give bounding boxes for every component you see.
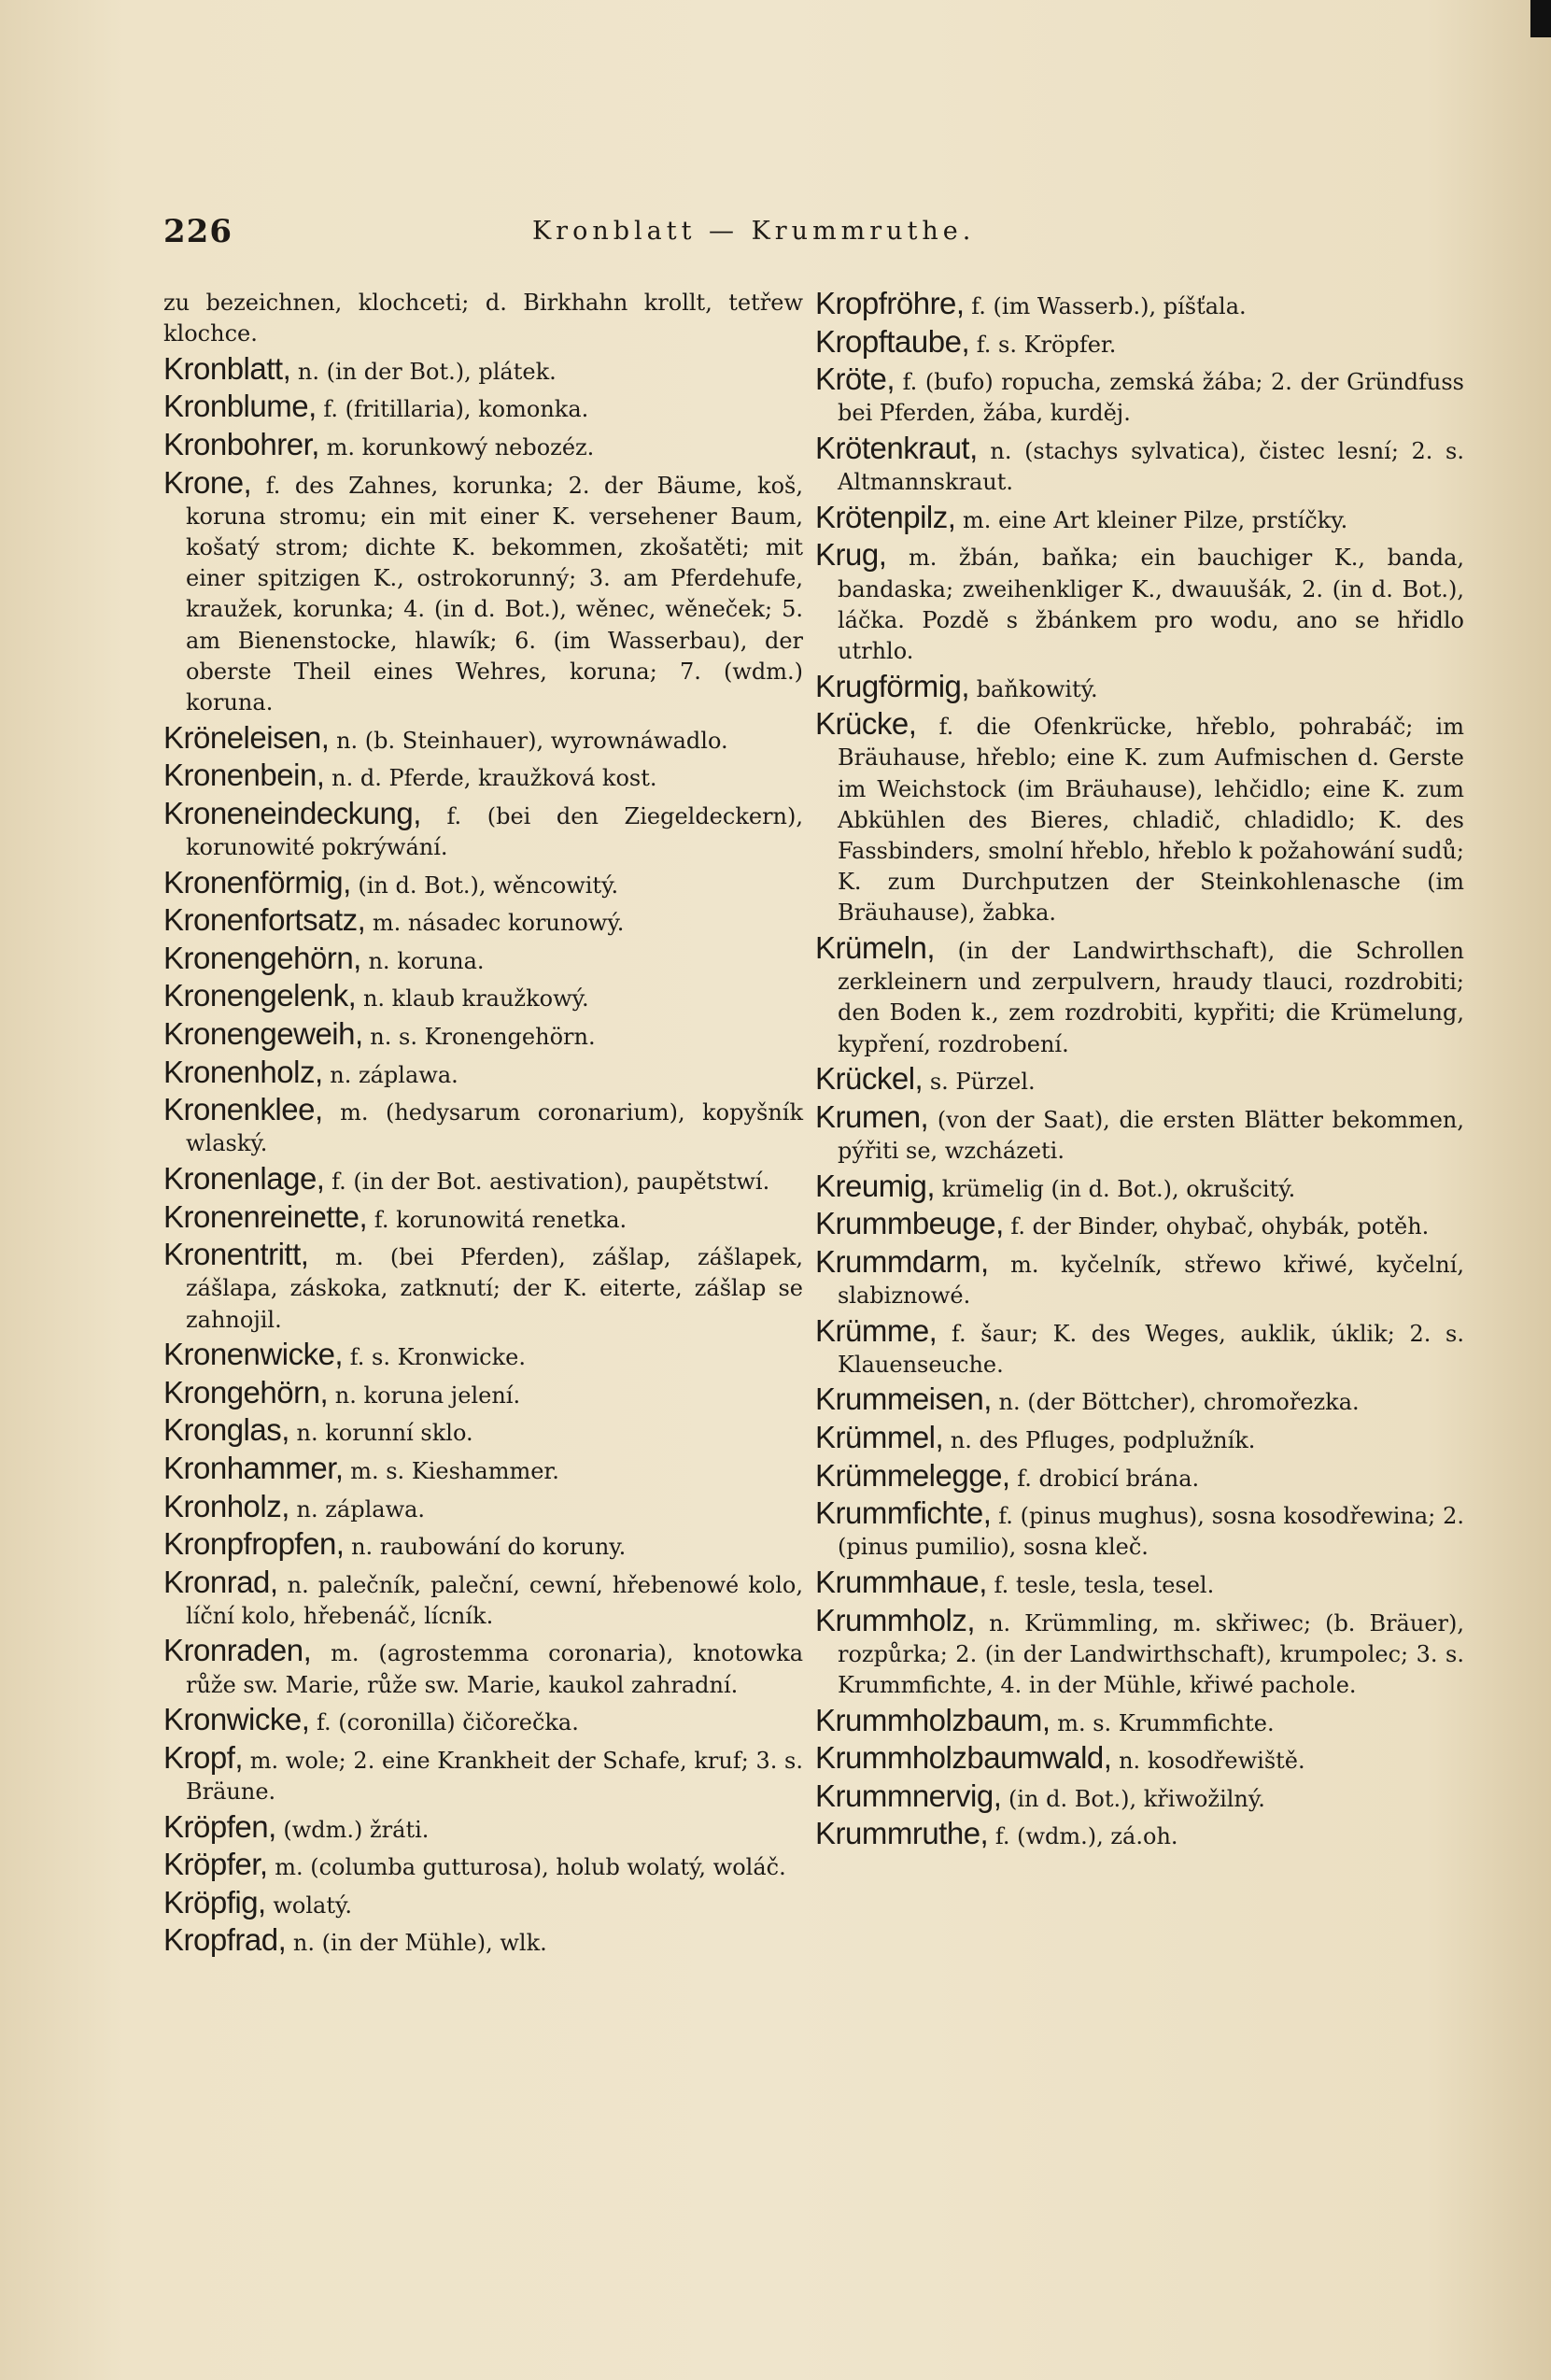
entry-definition: f. šaur; K. des Weges, auklik, úklik; 2. s. Klauenseuche. xyxy=(838,1320,1464,1378)
dictionary-entry xyxy=(163,1452,803,1487)
entry-headword: Krümmelegge, xyxy=(815,1457,1010,1493)
dictionary-entry xyxy=(163,1015,803,1053)
entry-headword: Kronenwicke, xyxy=(163,1337,344,1372)
entry-definition: f. (wdm.), zá.oh. xyxy=(988,1823,1178,1850)
entry-definition: m. s. Kieshammer. xyxy=(343,1457,559,1484)
entry-definition: n. des Pfluges, podplužník. xyxy=(943,1426,1256,1453)
entry-definition: m. (bei Pferden), zášlap, zášlapek, zášlapa, záskoka, zatknutí; der K. eiterte, zášlap se zahnojil. xyxy=(186,1244,803,1333)
entry-headword: Kronengehörn, xyxy=(163,940,361,975)
entry-headword: Kronglas, xyxy=(163,1412,289,1448)
entry-definition: m. (columba gutturosa), holub wolatý, woláč. xyxy=(267,1854,786,1881)
entry-definition: f. s. Kröpfer. xyxy=(969,331,1117,358)
entry-headword: Krücke, xyxy=(815,706,917,742)
dictionary-entry xyxy=(163,1414,803,1449)
entry-definition: f. des Zahnes, korunka; 2. der Bäume, koš, koruna stromu; ein mit einer K. versehener Baum, košatý strom; dichte K. bekommen, zkošatěti; mit einer spitzigen K., ostrokorunný; 3. am Pferdehufe, kraužek, korunka; 4. (in d. Bot.), wěnec, wěneček; 5. am Bienenstocke, hlawík; 6. (im Wasserbau), der oberste Theil eines Wehres, koruna; 7. (wdm.) koruna. xyxy=(186,472,803,715)
entry-headword: Krummeisen, xyxy=(815,1381,992,1417)
entry-definition: n. koruna jelení. xyxy=(328,1381,521,1409)
entry-definition: n. (in der Bot.), plátek. xyxy=(290,358,557,385)
dictionary-entry xyxy=(815,708,1464,928)
dictionary-entry xyxy=(815,1170,1464,1205)
entry-headword: Krümmel, xyxy=(815,1419,944,1454)
dictionary-entry xyxy=(163,795,803,863)
entry-headword: Kronbohrer, xyxy=(163,426,319,461)
entry-headword: Kröpfer, xyxy=(163,1847,268,1882)
entry-headword: Kröte, xyxy=(815,361,895,397)
entry-definition: (in d. Bot.), wěncowitý. xyxy=(350,871,619,899)
entry-headword: Kronhammer, xyxy=(163,1450,344,1485)
scan-edge-mark xyxy=(1530,0,1551,37)
dictionary-entry xyxy=(815,363,1464,429)
entry-definition: n. palečník, paleční, cewní, hřebenowé kolo, líční kolo, hřebenáč, lícník. xyxy=(186,1571,803,1629)
entry-definition: (in d. Bot.), křiwožilný. xyxy=(1001,1785,1265,1812)
entry-definition: m. násadec korunowý. xyxy=(365,910,625,937)
entry-definition: n. korunní sklo. xyxy=(289,1420,473,1447)
entry-headword: Kronengelenk, xyxy=(163,978,357,1013)
dictionary-entry xyxy=(163,1635,803,1700)
entry-definition: f. (im Wasserb.), píšťala. xyxy=(964,293,1247,319)
entry-headword: Kröpfig, xyxy=(163,1884,266,1920)
entry-headword: Kronenklee, xyxy=(163,1092,323,1127)
dictionary-entry xyxy=(815,1702,1464,1739)
dictionary-entry xyxy=(163,759,803,794)
right-column xyxy=(815,288,1464,1856)
dictionary-entry xyxy=(163,464,803,719)
dictionary-entry xyxy=(163,288,803,349)
entry-definition: f. korunowitá renetka. xyxy=(367,1206,627,1233)
entry-definition: m. (agrostemma coronaria), knotowka růže sw. Marie, růže sw. Marie, kaukol zahradní. xyxy=(186,1640,803,1698)
dictionary-entry xyxy=(815,1098,1464,1167)
entry-definition: (in der Landwirthschaft), die Schrollen zerkleinern und zerpulvern, hraudy tlauci, rozdrobiti; den Boden k., zem rozdrobiti, kypřiti; die Krümelung, kypření, rozdrobení. xyxy=(838,937,1464,1057)
dictionary-entry xyxy=(163,1884,803,1921)
dictionary-entry xyxy=(815,1419,1464,1456)
entry-definition: f. (bufo) ropucha, zemská žába; 2. der Gründfuss bei Pferden, žába, kurděj. xyxy=(838,369,1464,427)
entry-headword: Kronenbein, xyxy=(163,758,325,793)
dictionary-entry xyxy=(163,350,803,388)
entry-definition: n. (der Böttcher), chromořezka. xyxy=(991,1389,1360,1416)
entry-headword: Kronblatt, xyxy=(163,350,291,386)
dictionary-entry xyxy=(815,1818,1464,1852)
dictionary-entry xyxy=(815,323,1464,361)
entry-definition: n. s. Kronengehörn. xyxy=(362,1023,596,1050)
dictionary-entry xyxy=(163,904,803,939)
entry-headword: Kroneneindeckung, xyxy=(163,795,421,830)
dictionary-entry xyxy=(163,864,803,901)
dictionary-entry xyxy=(163,1704,803,1738)
entry-definition: m. (hedysarum coronarium), kopyšník wlaský. xyxy=(186,1099,803,1157)
entry-headword: Kronwicke, xyxy=(163,1702,310,1737)
entry-definition: f. (fritillaria), komonka. xyxy=(316,396,589,423)
dictionary-entry xyxy=(163,1849,803,1883)
entry-definition: krümelig (in d. Bot.), okrušcitý. xyxy=(935,1175,1296,1202)
entry-headword: Kreumig, xyxy=(815,1168,936,1203)
entry-definition: m. eine Art kleiner Pilze, prstíčky. xyxy=(955,506,1348,533)
dictionary-entry xyxy=(163,390,803,425)
entry-headword: Krummhaue, xyxy=(815,1564,987,1599)
dictionary-entry xyxy=(815,1457,1464,1495)
entry-headword: Kronenreinette, xyxy=(163,1198,368,1234)
entry-definition: baňkowitý. xyxy=(969,675,1098,702)
entry-definition: zu bezeichnen, klochceti; d. Birkhahn krollt, tetřew klochce. xyxy=(163,290,803,347)
entry-definition: n. d. Pferde, kraužková kost. xyxy=(324,765,657,792)
entry-definition: m. wole; 2. eine Krankheit der Schafe, kruf; 3. s. Bräune. xyxy=(186,1747,803,1806)
dictionary-entry xyxy=(163,1374,803,1411)
entry-headword: Kronenförmig, xyxy=(163,864,351,900)
entry-headword: Krötenpilz, xyxy=(815,499,956,534)
entry-headword: Kröpfen, xyxy=(163,1808,276,1844)
entry-definition: n. koruna. xyxy=(360,947,485,974)
entry-headword: Kronentritt, xyxy=(163,1237,309,1272)
entry-definition: n. Krümmling, m. skřiwec; (b. Bräuer), rozpůrka; 2. (in der Landwirthschaft), krumpolec; 3. s. Krummfichte, 4. in der Mühle, křiwé pachole. xyxy=(838,1609,1464,1698)
dictionary-entry xyxy=(163,719,803,757)
entry-definition: n. kosodřewiště. xyxy=(1111,1748,1305,1775)
dictionary-entry xyxy=(815,1312,1464,1381)
entry-headword: Krummruthe, xyxy=(815,1816,989,1851)
dictionary-entry xyxy=(163,1160,803,1197)
page-number: 226 xyxy=(163,213,233,250)
entry-definition: n. (in der Mühle), wlk. xyxy=(286,1930,547,1957)
dictionary-entry xyxy=(815,1780,1464,1815)
dictionary-entry xyxy=(815,929,1464,1060)
entry-headword: Krötenkraut, xyxy=(815,430,978,465)
entry-headword: Krummnervig, xyxy=(815,1778,1002,1813)
entry-definition: m. s. Krummfichte. xyxy=(1050,1709,1275,1736)
entry-headword: Kronenlage, xyxy=(163,1160,325,1196)
entry-definition: m. žbán, baňka; ein bauchiger K., banda, bandaska; zweihenkliger K., dwauušák, 2. (in d. Bot.), láčka. Pozdě s žbánkem pro wodu, ano se hřidlo utrhlo. xyxy=(838,545,1464,664)
dictionary-entry xyxy=(815,288,1464,322)
entry-headword: Krummholz, xyxy=(815,1602,976,1637)
entry-headword: Krummfichte, xyxy=(815,1495,992,1531)
entry-definition: n. záplawa. xyxy=(322,1061,458,1088)
entry-definition: n. klaub kraužkowý. xyxy=(356,985,589,1013)
entry-headword: Kropf, xyxy=(163,1739,244,1775)
dictionary-entry xyxy=(163,1339,803,1373)
dictionary-entry xyxy=(163,1808,803,1846)
entry-definition: n. (stachys sylvatica), čistec lesní; 2. s. Altmannskraut. xyxy=(838,437,1464,496)
dictionary-entry xyxy=(815,1243,1464,1311)
dictionary-entry xyxy=(163,942,803,977)
dictionary-entry xyxy=(163,426,803,463)
dictionary-entry xyxy=(815,1208,1464,1242)
entry-headword: Kronenfortsatz, xyxy=(163,902,366,938)
dictionary-entry xyxy=(163,1198,803,1236)
entry-headword: Krongehörn, xyxy=(163,1374,329,1410)
dictionary-entry xyxy=(163,1739,803,1807)
entry-headword: Krummbeuge, xyxy=(815,1206,1004,1241)
running-head: Kronblatt — Krummruthe. xyxy=(532,217,976,246)
entry-headword: Krugförmig, xyxy=(815,668,970,703)
entry-headword: Krummholzbaumwald, xyxy=(815,1740,1112,1776)
entry-headword: Krug, xyxy=(815,537,887,573)
dictionary-entry xyxy=(815,499,1464,536)
dictionary-entry xyxy=(815,1383,1464,1418)
page-header xyxy=(163,213,1050,254)
entry-definition: f. s. Kronwicke. xyxy=(343,1344,526,1371)
entry-headword: Krümme, xyxy=(815,1312,938,1348)
dictionary-entry xyxy=(815,1742,1464,1777)
dictionary-entry xyxy=(163,1056,803,1091)
entry-headword: Krummdarm, xyxy=(815,1243,989,1279)
dictionary-entry xyxy=(815,1566,1464,1601)
entry-headword: Kronengeweih, xyxy=(163,1015,363,1051)
entry-headword: Kropfröhre, xyxy=(815,286,965,320)
entry-headword: Kronrad, xyxy=(163,1564,278,1599)
entry-headword: Krückel, xyxy=(815,1061,924,1097)
entry-definition: f. tesle, tesla, tesel. xyxy=(986,1571,1215,1598)
entry-headword: Kronraden, xyxy=(163,1633,312,1668)
entry-definition: n. (b. Steinhauer), wyrownáwadlo. xyxy=(329,727,728,754)
entry-headword: Krumen, xyxy=(815,1098,929,1134)
dictionary-entry xyxy=(815,539,1464,667)
entry-headword: Krummholzbaum, xyxy=(815,1702,1050,1737)
entry-definition: m. kyčelník, střewo křiwé, kyčelní, slabiznowé. xyxy=(838,1251,1464,1309)
entry-definition: f. (bei den Ziegeldeckern), korunowité pokrýwání. xyxy=(186,802,803,860)
entry-definition: f. (pinus mughus), sosna kosodřewina; 2. (pinus pumilio), sosna kleč. xyxy=(838,1503,1464,1561)
entry-definition: f. (in der Bot. aestivation), paupětstwí. xyxy=(324,1168,770,1195)
entry-definition: s. Pürzel. xyxy=(923,1069,1036,1096)
dictionary-entry xyxy=(815,668,1464,705)
dictionary-entry xyxy=(815,432,1464,498)
left-column xyxy=(163,288,803,1962)
entry-headword: Kropfrad, xyxy=(163,1922,287,1958)
entry-definition: n. raubowání do koruny. xyxy=(344,1534,627,1561)
entry-headword: Kropftaube, xyxy=(815,323,970,359)
dictionary-entry xyxy=(163,980,803,1014)
dictionary-entry xyxy=(163,1566,803,1632)
entry-definition: f. die Ofenkrücke, hřeblo, pohrabáč; im Bräuhause, hřeblo; eine K. zum Aufmischen d. Gerste im Weichstock (im Bräuhause), lehčidlo; eine K. zum Abkühlen des Bieres, chladič, chladidlo; K. des Fassbinders, smolní hřeblo, hřeblo k požahowání sudů; K. zum Durchputzen der Steinkohlenasche (im Bräuhause), žabka. xyxy=(838,714,1464,927)
entry-headword: Kronblume, xyxy=(163,389,317,424)
dictionary-entry xyxy=(815,1063,1464,1098)
entry-headword: Kronholz, xyxy=(163,1488,289,1523)
entry-definition: (wdm.) žráti. xyxy=(275,1816,430,1843)
dictionary-entry xyxy=(163,1924,803,1959)
entry-headword: Kronpfropfen, xyxy=(163,1526,345,1562)
dictionary-entry xyxy=(163,1239,803,1336)
dictionary-entry xyxy=(163,1094,803,1159)
entry-definition: f. der Binder, ohybač, ohybák, potěh. xyxy=(1003,1213,1430,1240)
entry-headword: Krümeln, xyxy=(815,929,936,965)
entry-definition: f. drobicí brána. xyxy=(1009,1465,1200,1492)
entry-definition: m. korunkowý nebozéz. xyxy=(318,433,595,460)
dictionary-entry xyxy=(815,1602,1464,1702)
entry-definition: wolatý. xyxy=(265,1891,352,1919)
entry-definition: (von der Saat), die ersten Blätter bekommen, pýřiti se, wzcházeti. xyxy=(838,1106,1464,1164)
dictionary-entry xyxy=(815,1497,1464,1563)
entry-definition: f. (coronilla) čičorečka. xyxy=(309,1709,579,1736)
entry-headword: Kronenholz, xyxy=(163,1054,323,1089)
entry-definition: n. záplawa. xyxy=(289,1495,426,1523)
dictionary-entry xyxy=(163,1488,803,1525)
dictionary-entry xyxy=(163,1528,803,1563)
entry-headword: Kröneleisen, xyxy=(163,719,330,755)
entry-headword: Krone, xyxy=(163,464,252,500)
